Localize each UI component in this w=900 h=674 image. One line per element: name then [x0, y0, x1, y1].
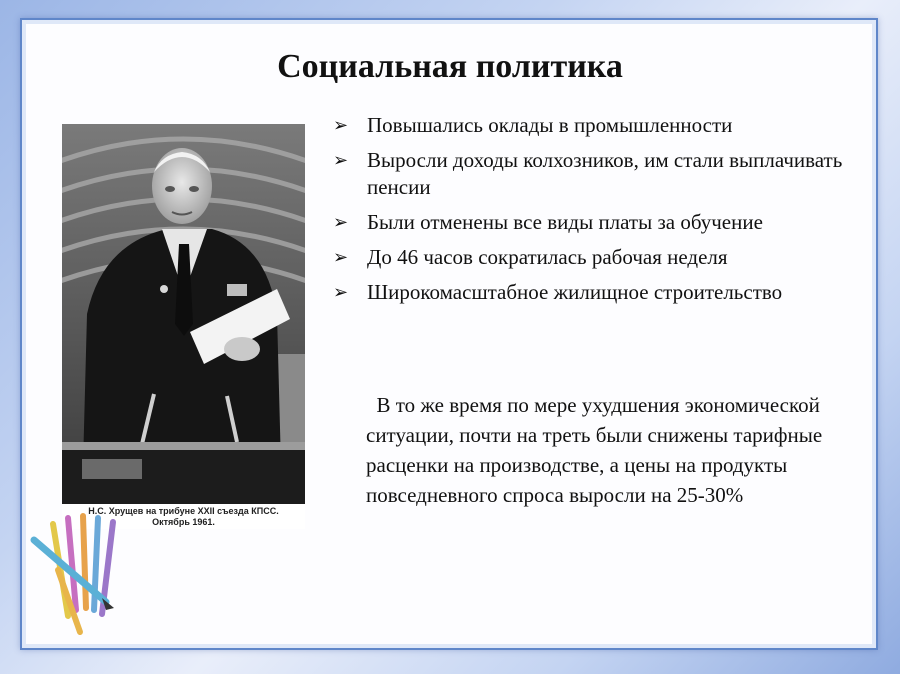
bullet-text: Были отменены все виды платы за обучение	[367, 210, 763, 234]
khrushchev-photo	[62, 124, 305, 504]
list-item	[333, 209, 853, 236]
photo-illustration	[62, 124, 305, 504]
summary-text: В то же время по мере ухудшения экономической ситуации, почти на треть были снижены тарифные расценки на производстве, а цены на продукты повседневного спроса выросли на 25-30%	[366, 393, 823, 507]
list-item	[333, 112, 853, 139]
list-item	[333, 147, 853, 201]
photo-caption-line1: Н.С. Хрущев на трибуне XXII съезда КПСС.	[88, 506, 279, 516]
arrow-bullet-icon: ➢	[333, 150, 349, 171]
bullet-list	[333, 112, 853, 314]
photo-figure	[62, 124, 305, 529]
page-title: Социальная политика	[277, 48, 623, 85]
bullet-text: До 46 часов сократилась рабочая неделя	[367, 245, 728, 269]
list-item	[333, 279, 853, 306]
list-item	[333, 244, 853, 271]
bullet-text: Выросли доходы колхозников, им стали выплачивать пенсии	[367, 148, 843, 199]
arrow-bullet-icon: ➢	[333, 247, 349, 268]
arrow-bullet-icon: ➢	[333, 282, 349, 303]
arrow-bullet-icon: ➢	[333, 212, 349, 233]
pencils-icon	[28, 510, 138, 640]
bullet-text: Широкомасштабное жилищное строительство	[367, 280, 783, 304]
bullet-text: Повышались оклады в промышленности	[367, 113, 733, 137]
summary-paragraph	[366, 390, 836, 510]
arrow-bullet-icon: ➢	[333, 115, 349, 136]
photo-caption-line2: Октябрь 1961.	[152, 517, 215, 527]
